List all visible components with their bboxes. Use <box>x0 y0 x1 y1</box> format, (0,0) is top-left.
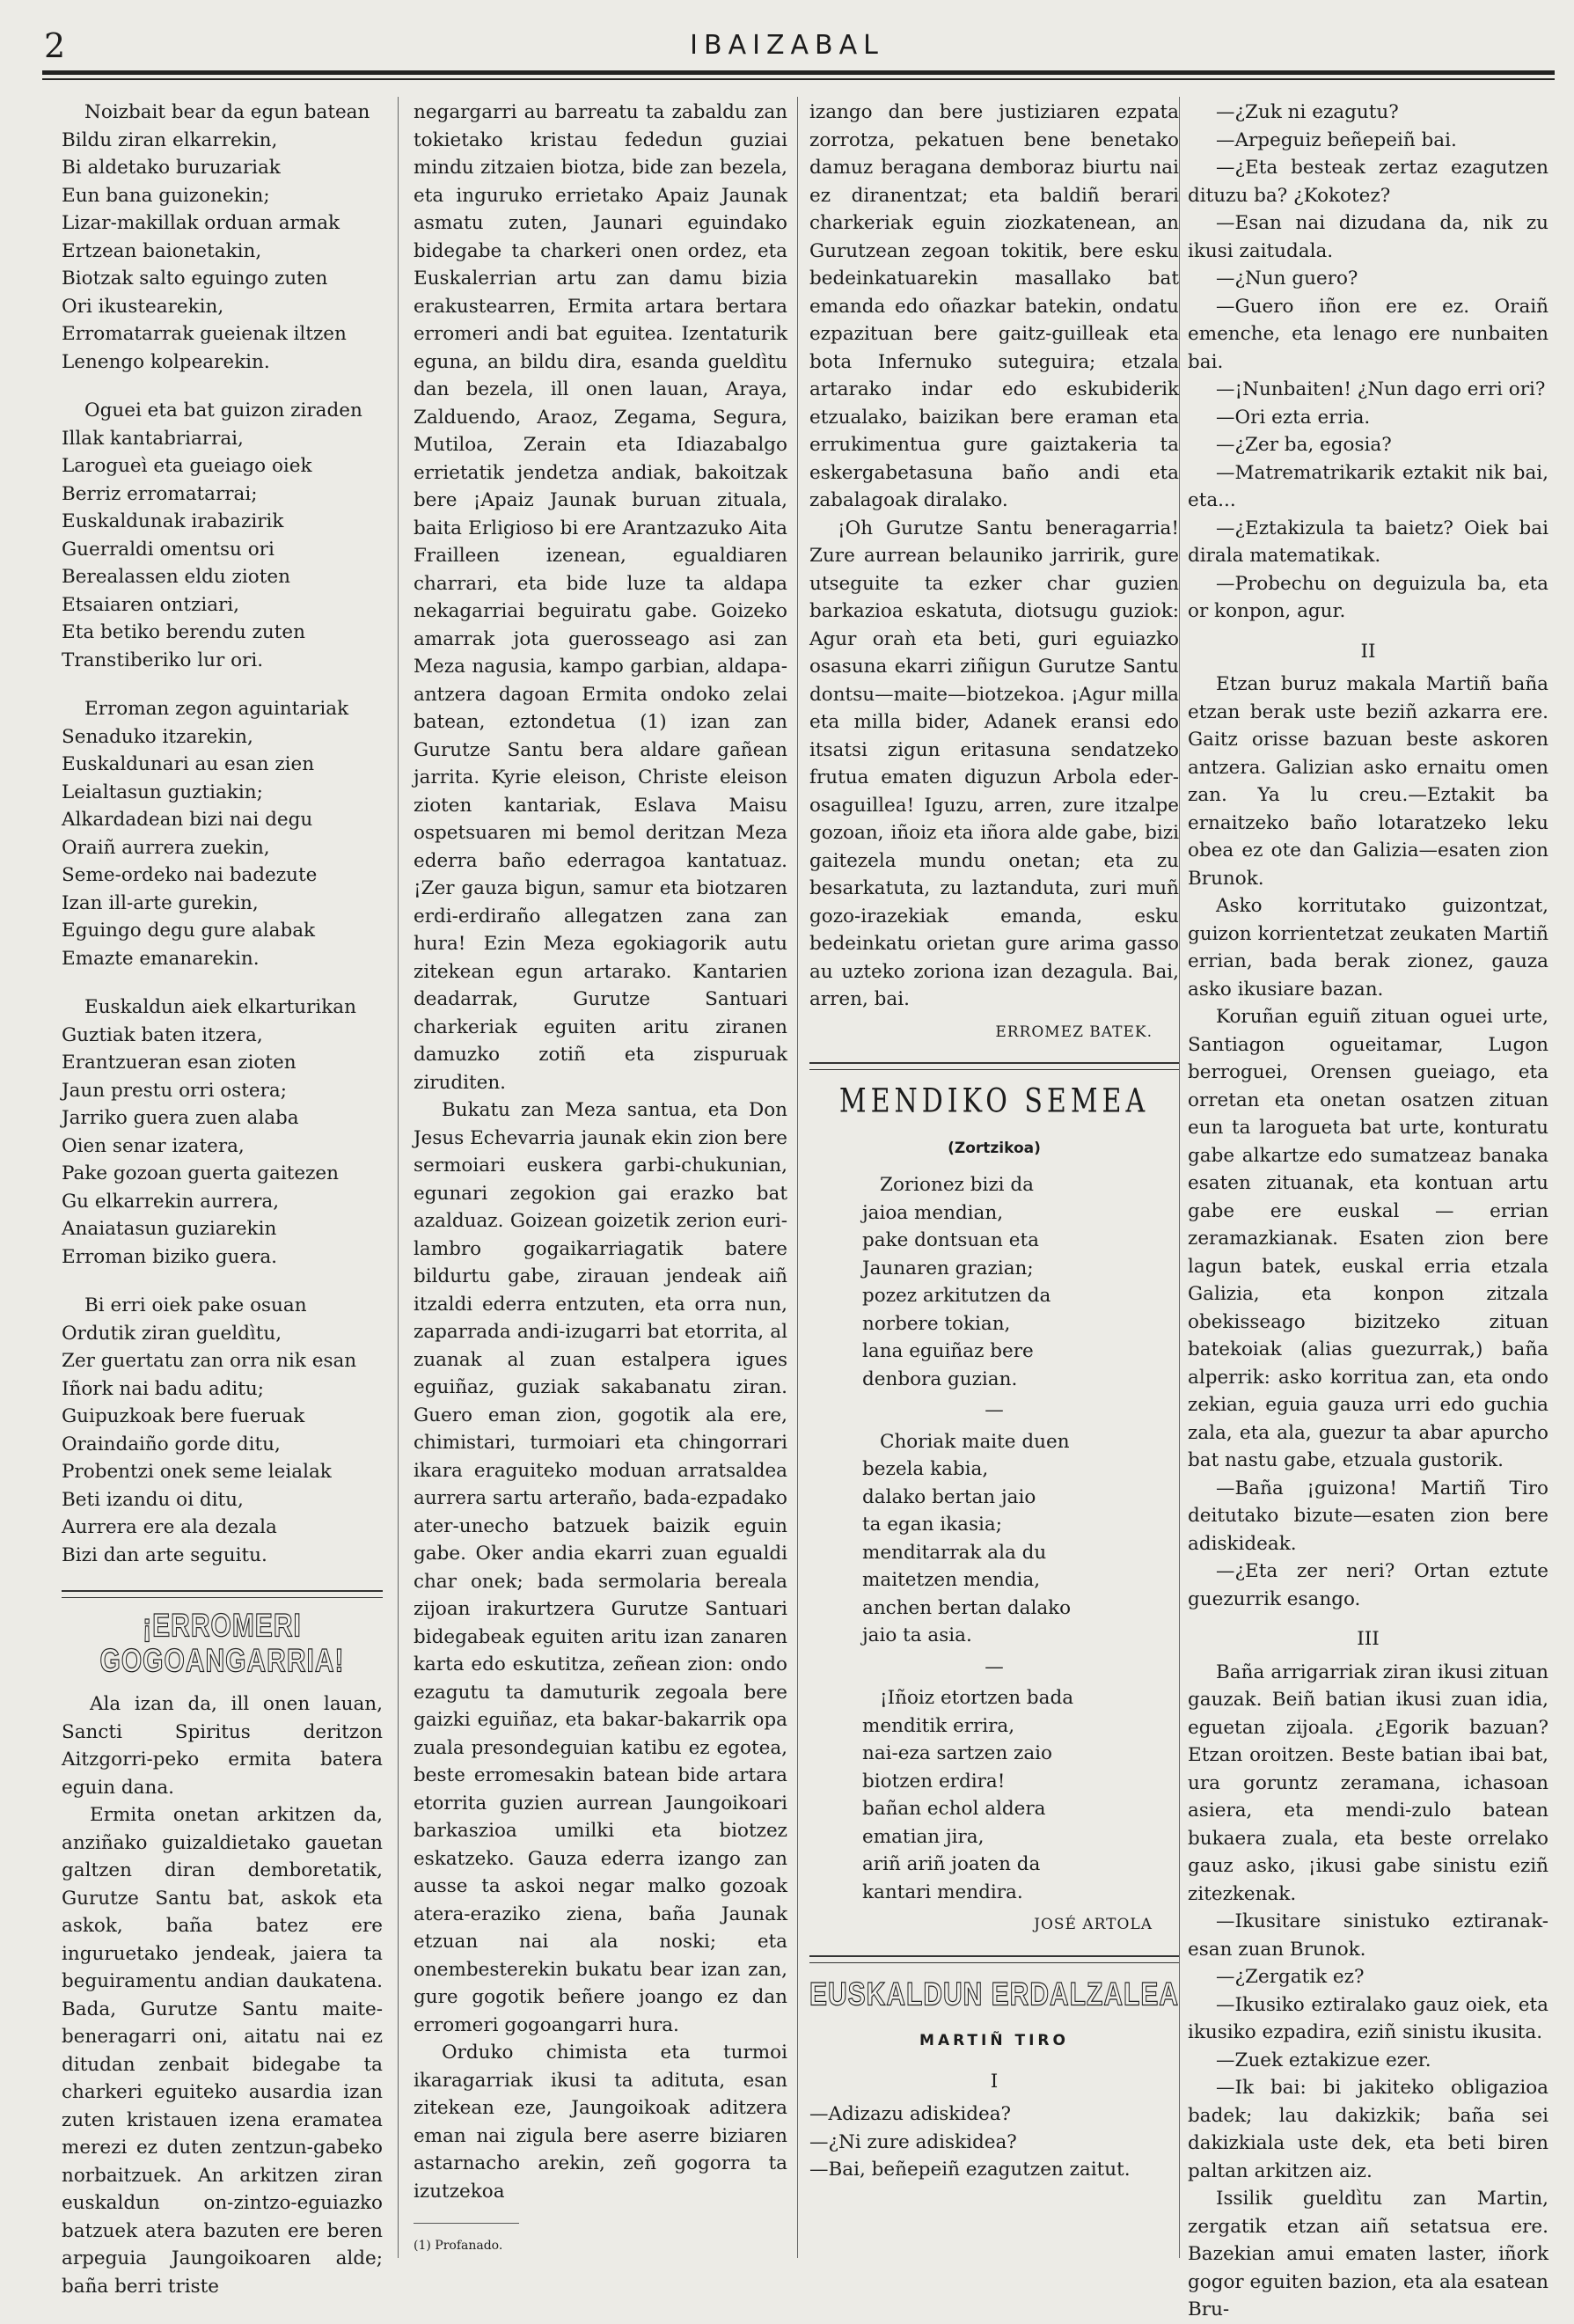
verse-line: Probentzi onek seme leialak <box>62 1461 332 1483</box>
stanza <box>62 397 383 674</box>
verse-line: Biotzak salto eguingo zuten <box>62 268 328 290</box>
article-ending <box>809 99 1179 1014</box>
verse-line: Guztiak baten itzera, <box>62 1023 263 1046</box>
paragraph: Ermita onetan arkitzen da, anziñako guizaldietako gauetan galtzen diran demboretatik, Gurutze Santu bat, askok eta askok, baña batez ere inguruetako jendeak, jaiera ta beguiramentu andian daukatena. Bada, Gurutze Santu maite-beneragarri oni, aitatu nai ez ditudan zenbait bidegabe ta charkeri eguiteko ausardia izan zuten kristauen izena eramatea merezi ez duten zentzun-gabeko norbaitzuek. An arkitzen ziran euskaldun on-zintzo-eguiazko batzuek atera bazuten ere beren arpeguia Jaungoikoaren alde; baña berri triste <box>62 1804 383 2298</box>
verse-line: Bizi dan arte seguitu. <box>62 1543 267 1566</box>
paragraph: —Ori ezta erria. <box>1216 406 1371 429</box>
paragraph: —Adizazu adiskidea? <box>809 2103 1012 2125</box>
verse-line: Euskaldunak irabazirik <box>62 510 284 532</box>
verse-line: Guipuzkoak bere fueruak <box>62 1405 305 1427</box>
article-body <box>62 1690 383 2300</box>
paragraph: —Probechu on deguizula ba, eta or konpon, agur. <box>1188 572 1548 622</box>
verse-line: Zer guertatu zan orra nik esan <box>62 1350 357 1372</box>
dialogue <box>809 2100 1179 2184</box>
verse-line: denbora guzian. <box>862 1367 1018 1390</box>
verse-line: Eun bana guizonekin; <box>62 184 270 207</box>
section-separator <box>809 1062 1179 1070</box>
verse-line: Gu elkarrekin aurrera, <box>62 1190 280 1213</box>
stanza <box>62 993 383 1271</box>
verse-line: Berealassen eldu zioten <box>62 566 290 588</box>
column-2 <box>414 99 787 2261</box>
verse-line: lana eguiñaz bere <box>862 1340 1034 1362</box>
verse-line: Ordutik ziran gueldìtu, <box>62 1322 282 1345</box>
column-divider <box>398 97 399 2258</box>
verse-line: Guerraldi omentsu ori <box>62 538 275 561</box>
poem-mendiko-semea <box>809 1171 1179 1906</box>
section-number: I <box>990 2070 999 2093</box>
paragraph: Koruñan eguiñ zituan oguei urte, Santiagon ogueitamar, Lugon berroguei, Orensen gueiago, eta orretan eta onetan osatzen zituan eun ta larogueta bat urte, konturatu gabe alkartze edo sumatzeaz banaka esaten zituanak, eta kontuan artu gabe ere euskal — errian zeramazkianak. Esaten zion bere lagun batek, euskal erria etzala Galizia, eta konpon zitzala obekisseago bizitzeko zituan batekoiak (alias guezurrak,) baña alperrik: asko korritua zan, eta ondo zekian, eguia gauza urri edo guchia zala, eta ala, guezur ta abar apurcho bat nastu gabe, etzuala gustorik. <box>1188 1006 1548 1471</box>
verse-line: Aurrera ere ala dezala <box>62 1516 277 1538</box>
verse-line: jaioa mendian, <box>862 1201 1004 1224</box>
verse-line: maitetzen mendia, <box>862 1569 1041 1591</box>
poem-author: JOSÉ ARTOLA <box>1034 1916 1153 1933</box>
verse-line: Oraiñ aurrera zuekin, <box>62 836 270 859</box>
verse-line: Bi aldetako buruzariak <box>62 157 281 179</box>
stanza <box>809 1171 1179 1393</box>
verse-line: Pake gozoan guerta gaitezen <box>62 1162 340 1184</box>
paragraph: Issilik gueldìtu zan Martin, zergatik etzan aiñ setatsua ere. Bazekian amui ematen laster, iñork gogor eguiten bazion, eta ala esatean Bru- <box>1188 2188 1548 2320</box>
verse-line: Jarriko guera zuen alaba <box>62 1107 299 1129</box>
paragraph: Orduko chimista eta turmoi ikaragarriak ikusi ta adituta, esan zitekean eze, Jaungoikoak aditzera eman nai zigula bere aserre biziaren astarnacho arekin, zeñ gogorra ta izutzekoa <box>414 2042 787 2203</box>
paragraph: Asko korritutako guizontzat, guizon korrientetzat zeukaten Martiñ errian, bada berak zionez, gauza asko ikusiare bazan. <box>1188 895 1548 1001</box>
verse-line: Alkardadean bizi nai degu <box>62 809 313 831</box>
column-1 <box>62 99 383 2300</box>
section-number: III <box>1357 1628 1380 1650</box>
section-separator <box>809 1955 1179 1963</box>
paragraph: izango dan bere justiziaren ezpata zorrotza, pekatuen bene benetako damuz beragana demboraz biurtu nai ez diranentzat; eta baldiñ berari charkeriak eguin ziozkatenean, an Gurutzean zegoan tokitik, bere esku bedeinkatuarekin masallako bat emanda edo oñazkar batekin, ondatu ezpazituan bere gaitz-guilleak eta bota Infernuko suteguira; etzala artarako indar edo eskubiderik etzualako, baizikan bere eraman eta errukimentua gure gaiztakeria ta eskergabetasuna baño andi eta zabalagoak diralako. <box>809 101 1179 511</box>
verse-line: bezela kabia, <box>862 1458 989 1480</box>
verse-line: Ori ikustearekin, <box>62 295 224 318</box>
stanza <box>809 1428 1179 1650</box>
verse-line: Jaunaren grazian; <box>862 1257 1034 1279</box>
verse-line: Beti izandu oi ditu, <box>62 1488 244 1511</box>
verse-line: Senaduko itzarekin, <box>62 725 253 748</box>
stanza-divider: — <box>985 1399 1004 1421</box>
paragraph: —¿Eta zer neri? Ortan eztute guezurrik esango. <box>1188 1560 1548 1610</box>
verse-line: Erroman zegon aguintariak <box>84 698 349 720</box>
verse-line: norbere tokian, <box>862 1312 1011 1335</box>
paragraph: —¿Eta besteak zertaz ezagutzen dituzu ba? ¿Kokotez? <box>1188 157 1548 207</box>
paragraph: Etzan buruz makala Martiñ baña etzan berak uste beziñ azkarra ere. Gaitz orisse bazuan beste askoren antzera. Galizian asko ernaitu omen zan. Ya lu creu.—Eztakit ba ernaitzeko baño lotaratzeko leku obea ez ote dan Galizia—esaten zion Brunok. <box>1188 673 1548 890</box>
verse-line: kantari mendira. <box>862 1880 1023 1903</box>
verse-line: Oguei eta bat guizon ziraden <box>84 400 362 422</box>
newspaper-title: IBAIZABAL <box>690 30 884 61</box>
stanza <box>62 99 383 376</box>
stanza <box>809 1684 1179 1906</box>
verse-line: Jaun prestu orri ostera; <box>62 1079 287 1102</box>
paragraph: —¿Ni zure adiskidea? <box>809 2130 1017 2153</box>
verse-line: Seme-ordeko nai badezute <box>62 864 318 886</box>
article-signature: ERROMEZ BATEK. <box>995 1023 1153 1041</box>
paragraph: Ala izan da, ill onen lauan, Sancti Spiritus deritzon Aitzgorri-peko ermita batera eguin dana. <box>62 1693 383 1799</box>
verse-line: ematian jira, <box>862 1825 985 1848</box>
verse-line: Lenengo kolpearekin. <box>62 350 270 373</box>
paragraph: —Zuek eztakizue ezer. <box>1216 2049 1431 2071</box>
verse-line: biotzen erdira! <box>862 1770 1006 1792</box>
verse-line: Euskaldunari au esan zien <box>62 753 315 775</box>
serial-title: EUSKALDUN ERDALZALEA <box>809 1976 1179 2012</box>
paragraph: —¿Zergatik ez? <box>1216 1966 1365 1988</box>
article-continuation <box>414 99 787 2205</box>
verse-line: Zorionez bizi da <box>880 1174 1034 1196</box>
verse-line: pake dontsuan eta <box>862 1229 1039 1251</box>
verse-line: ariñ ariñ joaten da <box>862 1853 1041 1875</box>
verse-line: Oien senar izatera, <box>62 1134 245 1157</box>
verse-line: Leialtasun guztiakin; <box>62 781 263 803</box>
verse-line: Eguingo degu gure alabak <box>62 920 316 942</box>
section-number: II <box>1360 640 1376 663</box>
paragraph: —¿Zer ba, egosia? <box>1216 434 1392 456</box>
verse-line: Illak kantabriarrai, <box>62 427 244 450</box>
verse-line: Noizbait bear da egun batean <box>84 101 370 123</box>
verse-line: menditarrak ala du <box>862 1541 1047 1564</box>
verse-line: menditik errira, <box>862 1714 1015 1737</box>
verse-line: Berriz erromatarrai; <box>62 482 258 505</box>
footnote: (1) Profanado. <box>414 2223 519 2261</box>
verse-line: Larogueì eta gueiago oiek <box>62 455 312 477</box>
paragraph: —Ikusitare sinistuko eztiranak-esan zuan Brunok. <box>1188 1910 1548 1961</box>
paragraph: —¿Zuk ni ezagutu? <box>1216 101 1399 123</box>
paragraph: —¡Nunbaiten! ¿Nun dago erri ori? <box>1216 378 1546 400</box>
page-number: 2 <box>44 26 66 65</box>
paragraph: —Guero iñon ere ez. Oraiñ emenche, eta lenago ere nunbaiten bai. <box>1188 295 1548 373</box>
verse-line: Euskaldun aiek elkarturikan <box>84 996 356 1018</box>
paragraph: negargarri au barreatu ta zabaldu zan tokietako kristau fededun guziai mindu zitzaien biotza, bide zan bezela, eta inguruko errietako Apaiz Jaunak asmatu zuten, Jaunari eguindako bidegabe ta charkeri onen ordez, eta Euskalerrian artu zan damu bizia erakustearren, Ermita artara bertara erromeri andi bat eguitea. Izentaturik eguna, an bildu dira, esanda gueldìtu dan bezela, ill onen lauan, Araya, Zalduendo, Araoz, Zegama, Segura, Mutiloa, Zerain eta Idiazabalgo errietatik jendetza andiak, bakoitzak bere ¡Apaiz Jaunak buruan zituala, baita Erligioso bi ere Arantzazuko Aita Frailleen izenean, egualdiaren charrari, eta bide luze ta aldapa nekagarriai beguiratu gabe. Goizeko amarrak jota guerosseago asi zan Meza nagusia, kampo garbian, aldapa-antzera dagoan Ermita ondoko zelai batean, eztondetua (1) izan zan Gurutze Santu bera aldare gañean jarrita. Kyrie eleison, Christe eleison zioten kantariak, Eslava Maisu ospetsuaren mi bemol deritzan Meza ederra baño ederragoa kantatuaz. ¡Zer gauza bigun, samur eta biotzaren erdi-erdiraño allegatzen zana zan hura! Ezin Meza egokiagorik autu zitekean egun artarako. Kantarien deadarrak, Gurutze Santuari charkeriak eguiten aritu ziranen damuzko zotiñ eta zispuruak ziruditen. <box>414 101 787 1094</box>
stanza-divider: — <box>985 1655 1004 1678</box>
verse-line: ta egan ikasia; <box>862 1514 1002 1536</box>
verse-line: Izan ill-arte gurekin, <box>62 891 259 914</box>
paragraph: —Ikusiko eztiralako gauz oiek, eta ikusiko ezpadira, eziñ sinistu ikusita. <box>1188 1993 1548 2043</box>
paragraph: Baña arrigarriak ziran ikusi zituan gauzak. Beiñ batian ikusi zuan idia, eguetan zijoala. ¿Egorik bazuan? Etzan oroitzen. Beste batian ibai bat, ura goruntz zeramana, ichasoan asiera, eta mendi-zulo batean bukaera zuala, eta beste orrelako gauz asko, ¡ikusi gabe sinistu eziñ zitezkenak. <box>1188 1661 1548 1905</box>
stanza <box>62 1292 383 1569</box>
column-3 <box>809 99 1179 2184</box>
poem-title: MENDIKO SEMEA <box>838 1081 1150 1121</box>
verse-line: nai-eza sartzen zaio <box>862 1742 1052 1764</box>
paragraph: —Baña ¡guizona! Martiñ Tiro deitutako bizute—esaten zion bere adiskideak. <box>1188 1477 1548 1555</box>
verse-line: Ertzean baionetakin, <box>62 239 262 262</box>
story-part-2 <box>1188 671 1548 1613</box>
verse-line: Etsaiaren ontziari, <box>62 593 240 616</box>
paragraph: ¡Oh Gurutze Santu beneragarria! Zure aurrean belauniko jarririk, gure utseguite ta ezker char guzien barkazioa eskatuta, diotsugu guziok: Agur oraǹ eta beti, guri eguiazko osasuna ekarri ziñigun Gurutze Santu dontsu—maite—biotzekoa. ¡Agur milla eta milla bider, Adanek eransi edo itsatsi zigun eritasuna sendatzeko frutua ematen diguzun Arbola eder-osaguillea! Iguzu, arren, zure itzalpe gozoan, iñoiz eta iñora alde gabe, bizi gaitezela mundu onetan; eta zu besarkatuta, zu laztanduta, zuri muñ gozo-irazekiak emanda, esku bedeinkatu orietan gure arima gasso au uzteko zoriona izan dezagula. Bai, arren, bai. <box>809 517 1179 1010</box>
column-divider <box>797 97 798 2258</box>
verse-line: Choriak maite duen <box>880 1430 1070 1453</box>
verse-line: Transtiberiko lur ori. <box>62 649 264 671</box>
story-part-3 <box>1188 1659 1548 2324</box>
paragraph: —Ik bai: bi jakiteko obligazioa badek; lau dakizkik; baña sei dakizkiala uste dek, eta beti biren paltan arkitzen aiz. <box>1188 2077 1548 2182</box>
verse-line: Oraindaiño gorde ditu, <box>62 1433 281 1455</box>
paragraph: —¿Nun guero? <box>1216 268 1358 290</box>
historical-poem <box>62 99 383 1569</box>
paragraph: —Arpeguiz beñepeiñ bai. <box>1216 128 1457 151</box>
verse-line: Iñork nai badu aditu; <box>62 1377 265 1400</box>
paragraph: —¿Eztakizula ta baietz? Oiek bai dirala matematikak. <box>1188 517 1548 567</box>
verse-line: bañan echol aldera <box>862 1798 1046 1820</box>
verse-line: Lizar-makillak orduan armak <box>62 212 340 234</box>
stanza <box>62 695 383 972</box>
verse-line: pozez arkitutzen da <box>862 1285 1051 1307</box>
article-title: ¡ERROMERI GOGOANGARRIA! <box>99 1607 345 1679</box>
header-rule-thin <box>42 78 1555 80</box>
verse-line: Erantzueran esan zioten <box>62 1052 296 1074</box>
verse-line: anchen bertan dalako <box>862 1596 1072 1619</box>
column-divider <box>1179 97 1180 2258</box>
verse-line: ¡Iñoiz etortzen bada <box>880 1687 1074 1709</box>
poem-subtitle: (Zortzikoa) <box>948 1139 1041 1157</box>
paragraph: Bukatu zan Meza santua, eta Don Jesus Echevarria jaunak ekin zion bere sermoiari euskera garbi-chukunian, egunari zegokion gai erazko bat azalduaz. Goizean goizetik zerion euri-lambro gogaikarriagatik batere bildurtu gabe, zirauan jendeak aiñ itzaldi ederra entzuten, eta orra nun, zaparrada andi-izugarri bat etorrita, al zuanak al zuan estalpera igues eguiñaz, guziak sakabanatu ziran. Guero eman zion, gogotik ala ere, chimistari, turmoiari eta chingorrari ikara eraguiteko moduan arratsaldea aurrera sartu arteraño, bada-ezpadako ater-unecho batzuek baizik eguin gabe. Oker andia ekarri zuan egualdi char onek; bada sermolaria bereala zijoan irakurtzera Gurutze Santuari bidegabeak eguiten aritu izan zanaren karta edo eskutitza, zeñean zion: ondo ezagutu ta damuturik zegoala bere gaizki eguiñaz, eta bakar-bakarrik opa zuala presondeguian katibu ez egotea, beste erromesakin batean bide artara etorrita guzien aurrean Jaungoikoari barkaszioa umilki eta biotzez eskatzeko. Gauza ederra izango zan ausse ta askoi negar malko gozoak atera-eraziko ziena, baña Jaunak etzuan nai ala noski; eta onembesterekin bukatu bear izan zan, gure gogotik beñere joango ez dan erromeri gogoangarri hura. <box>414 1099 787 2036</box>
verse-line: Erroman biziko guera. <box>62 1245 277 1268</box>
paragraph: —Matrematrikarik eztakit nik bai, eta... <box>1188 461 1548 511</box>
paragraph: —Bai, beñepeiñ ezagutzen zaitut. <box>809 2159 1131 2181</box>
verse-line: Emazte emanarekin. <box>62 947 260 970</box>
header-rule <box>42 70 1555 75</box>
story-part-1 <box>1188 99 1548 626</box>
verse-line: Eta betiko berendu zuten <box>62 621 305 643</box>
verse-line: Erromatarrak gueienak iltzen <box>62 323 347 345</box>
column-4 <box>1188 99 1548 2324</box>
section-separator <box>62 1590 383 1598</box>
verse-line: Bildu ziran elkarrekin, <box>62 128 278 151</box>
serial-subtitle: MARTIÑ TIRO <box>919 2032 1069 2049</box>
verse-line: Bi erri oiek pake osuan <box>84 1294 307 1316</box>
verse-line: jaio ta asia. <box>862 1624 972 1646</box>
verse-line: Anaiatasun guziarekin <box>62 1218 277 1240</box>
paragraph: —Esan nai dizudana da, nik zu ikusi zaitudala. <box>1188 212 1548 262</box>
verse-line: dalako bertan jaio <box>862 1485 1036 1508</box>
